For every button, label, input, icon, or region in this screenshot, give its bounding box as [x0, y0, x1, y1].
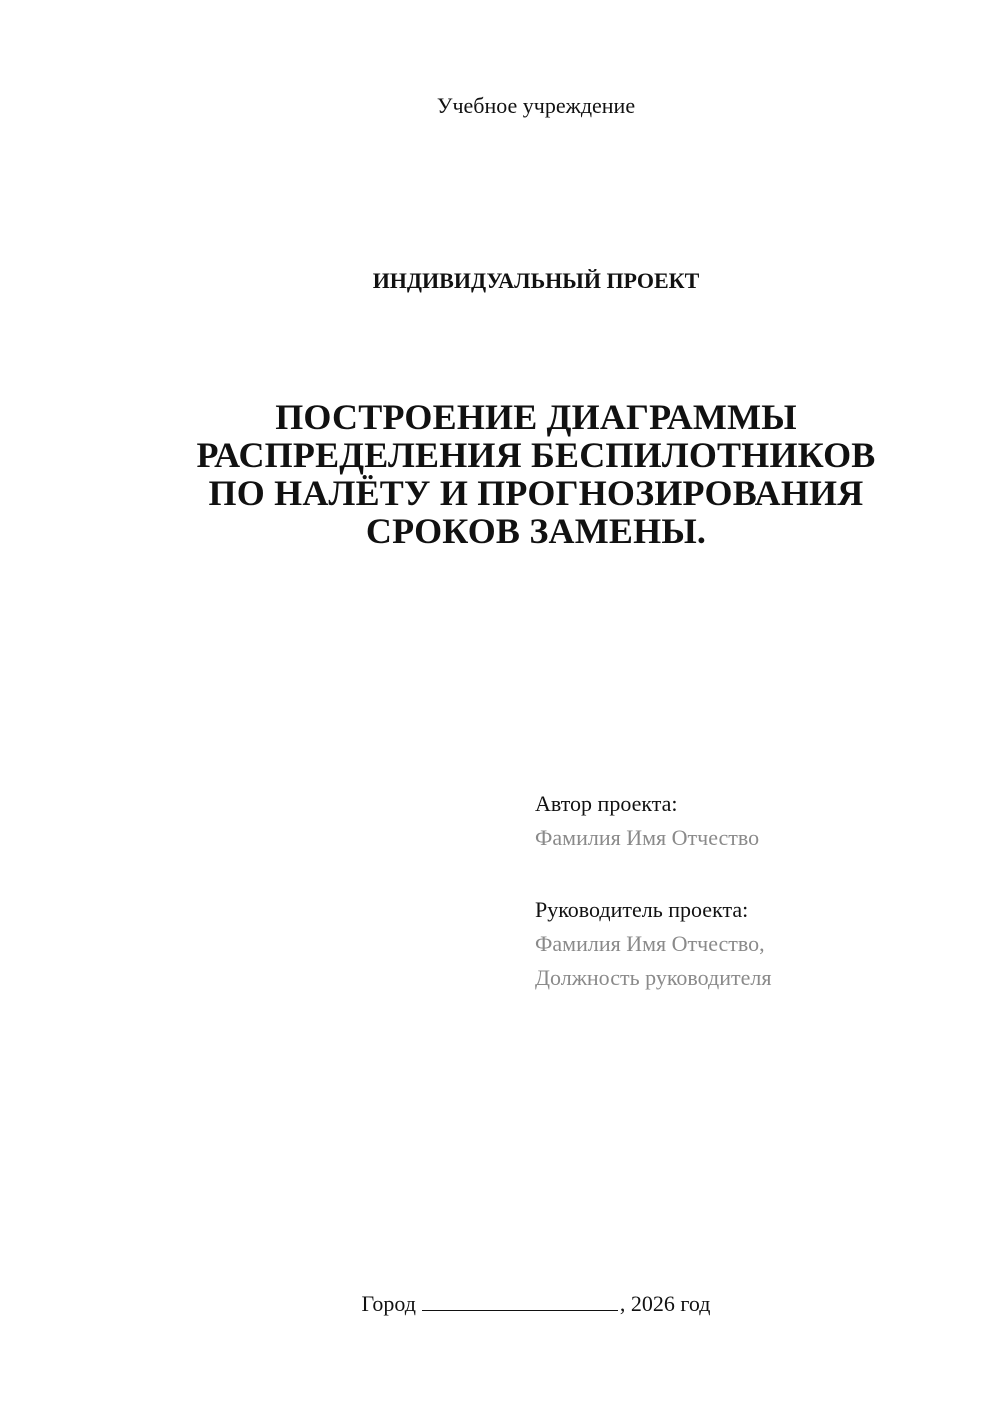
supervisor-label: Руководитель проекта:	[535, 897, 749, 922]
institution-name: Учебное учреждение	[436, 93, 636, 118]
project-type-heading: ИНДИВИДУАЛЬНЫЙ ПРОЕКТ	[372, 268, 700, 293]
author-label: Автор проекта:	[535, 791, 678, 816]
project-title-line-1: ПОСТРОЕНИЕ ДИАГРАММЫ	[275, 397, 797, 437]
city-label: Город	[361, 1291, 416, 1316]
project-title	[150, 398, 922, 550]
year-text: , 2026 год	[619, 1291, 711, 1316]
project-title-line-2: РАСПРЕДЕЛЕНИЯ БЕСПИЛОТНИКОВ	[196, 435, 876, 475]
author-block	[535, 787, 975, 855]
city-blank-line	[422, 1292, 618, 1311]
project-title-line-3: ПО НАЛЁТУ И ПРОГНОЗИРОВАНИЯ	[208, 473, 864, 513]
supervisor-block	[535, 893, 975, 995]
supervisor-name: Фамилия Имя Отчество,	[535, 931, 765, 956]
project-title-line-4: СРОКОВ ЗАМЕНЫ.	[365, 511, 707, 551]
author-name: Фамилия Имя Отчество	[535, 825, 760, 850]
footer-city-year	[0, 1290, 1000, 1318]
supervisor-position: Должность руководителя	[535, 965, 772, 990]
